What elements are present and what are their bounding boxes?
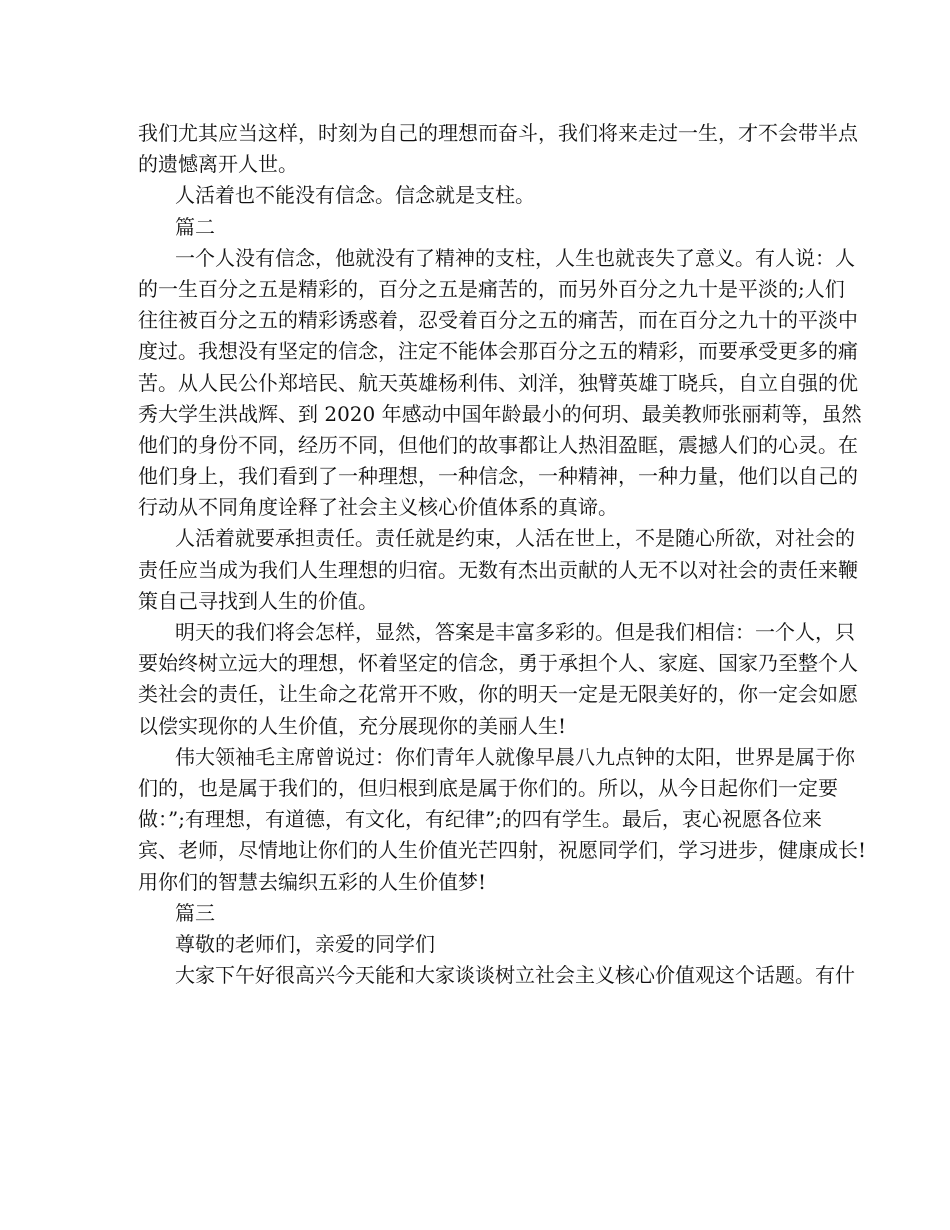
text-line: 策自己寻找到人生的价值。 — [138, 588, 378, 613]
text-line: 苦。从人民公仆郑培民、航天英雄杨利伟、刘洋，独臂英雄丁晓兵，自立自强的优 — [138, 370, 858, 395]
text-line: 们的，也是属于我们的，但归根到底是属于你们的。所以，从今日起你们一定要 — [138, 775, 838, 800]
text-line: 篇三 — [175, 900, 215, 925]
text-line: 大家下午好很高兴今天能和大家谈谈树立社会主义核心价值观这个话题。有什 — [175, 963, 855, 988]
text-line: 尊敬的老师们，亲爱的同学们 — [175, 931, 435, 956]
text-line: 人活着也不能没有信念。信念就是支柱。 — [175, 183, 535, 208]
text-line: 类社会的责任，让生命之花常开不败，你的明天一定是无限美好的，你一定会如愿 — [138, 682, 858, 707]
text-line: 明天的我们将会怎样，显然，答案是丰富多彩的。但是我们相信：一个人，只 — [175, 620, 855, 644]
document-body — [138, 118, 867, 991]
text-line: 要始终树立远大的理想，怀着坚定的信念，勇于承担个人、家庭、国家乃至整个人 — [138, 651, 858, 676]
text-line: 我们尤其应当这样，时刻为自己的理想而奋斗，我们将来走过一生，才不会带半点 — [138, 121, 858, 145]
text-line: 他们身上，我们看到了一种理想，一种信念，一种精神，一种力量，他们以自己的 — [138, 464, 858, 489]
text-line: 以偿实现你的人生价值，充分展现你的美丽人生! — [138, 713, 567, 738]
text-line: 宾、老师，尽情地让你们的人生价值光芒四射，祝愿同学们，学习进步，健康成长! — [138, 838, 867, 863]
text-line: 度过。我想没有坚定的信念，注定不能体会那百分之五的精彩，而要承受更多的痛 — [138, 339, 858, 364]
text-line: 人活着就要承担责任。责任就是约束，人活在世上，不是随心所欲，对社会的 — [175, 526, 855, 551]
text-line: 责任应当成为我们人生理想的归宿。无数有杰出贡献的人无不以对社会的责任来鞭 — [138, 557, 858, 582]
text-line: 的一生百分之五是精彩的，百分之五是痛苦的，而另外百分之九十是平淡的;人们 — [138, 276, 845, 301]
text-line: 用你们的智慧去编织五彩的人生价值梦! — [138, 869, 487, 894]
text-line: 做：”;有理想，有道德，有文化，有纪律”;的四有学生。最后，衷心祝愿各位来 — [138, 807, 822, 832]
text-line: 篇二 — [175, 214, 215, 239]
text-line: 行动从不同角度诠释了社会主义核心价值体系的真谛。 — [138, 495, 618, 520]
text-line: 往往被百分之五的精彩诱惑着，忍受着百分之五的痛苦，而在百分之九十的平淡中 — [138, 308, 858, 333]
text-line: 的遗憾离开人世。 — [138, 152, 298, 177]
text-line: 秀大学生洪战辉、到 2020 年感动中国年龄最小的何玥、最美教师张丽莉等，虽然 — [138, 401, 862, 426]
text-line: 伟大领袖毛主席曾说过：你们青年人就像早晨八九点钟的太阳，世界是属于你 — [175, 744, 855, 769]
text-line: 一个人没有信念，他就没有了精神的支柱，人生也就丧失了意义。有人说：人 — [175, 245, 855, 270]
text-line: 他们的身份不同，经历不同，但他们的故事都让人热泪盈眶，震撼人们的心灵。在 — [138, 432, 858, 457]
